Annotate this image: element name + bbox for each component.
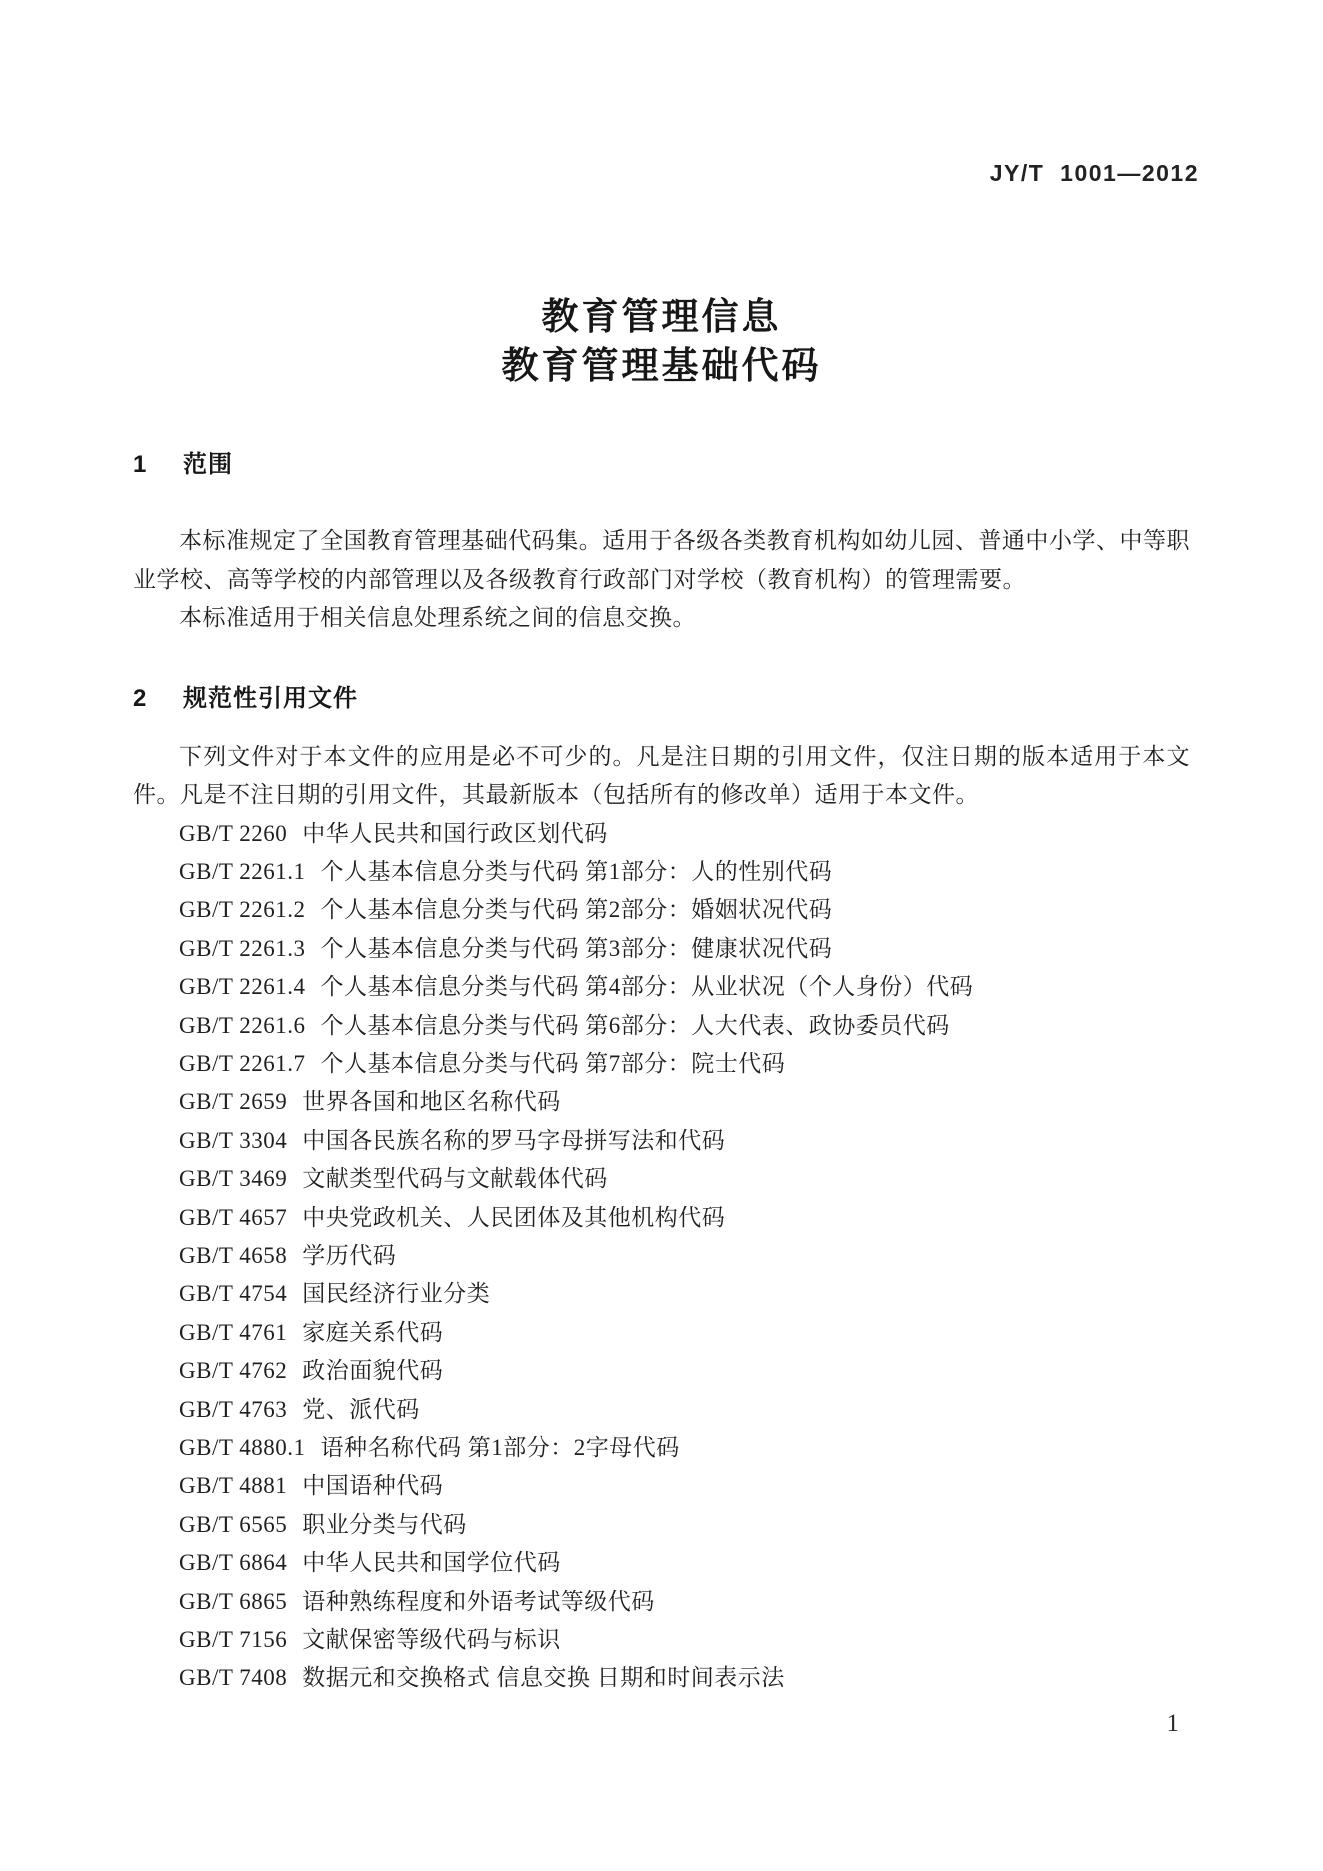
reference-item bbox=[179, 1314, 1190, 1352]
reference-item bbox=[179, 815, 1190, 853]
reference-title: 中华人民共和国行政区划代码 bbox=[302, 820, 608, 846]
reference-title: 世界各国和地区名称代码 bbox=[302, 1089, 561, 1115]
reference-code: GB/T 4880.1 bbox=[179, 1435, 306, 1460]
reference-title: 文献保密等级代码与标识 bbox=[302, 1627, 561, 1653]
reference-code: GB/T 4657 bbox=[179, 1204, 288, 1230]
reference-title: 中央党政机关、人民团体及其他机构代码 bbox=[302, 1204, 726, 1230]
reference-item bbox=[179, 930, 1190, 968]
document-body bbox=[133, 448, 1190, 1698]
reference-code: GB/T 2260 bbox=[179, 820, 288, 846]
reference-code: GB/T 2659 bbox=[179, 1089, 288, 1115]
reference-item bbox=[179, 1237, 1190, 1275]
reference-code: GB/T 6565 bbox=[179, 1511, 288, 1537]
reference-title: 中华人民共和国学位代码 bbox=[302, 1550, 561, 1576]
section-2-number: 2 bbox=[133, 684, 147, 712]
section-1-title: 范围 bbox=[183, 451, 233, 478]
reference-title: 家庭关系代码 bbox=[302, 1319, 444, 1345]
reference-title: 数据元和交换格式 信息交换 日期和时间表示法 bbox=[302, 1665, 785, 1691]
document-title-line1: 教育管理信息 bbox=[541, 296, 782, 337]
reference-item bbox=[179, 1506, 1190, 1544]
scope-paragraph-2: 本标准适用于相关信息处理系统之间的信息交换。 bbox=[179, 605, 696, 630]
reference-code: GB/T 7156 bbox=[179, 1627, 288, 1653]
reference-item bbox=[179, 1391, 1190, 1429]
reference-code: GB/T 2261.6 bbox=[179, 1012, 306, 1038]
reference-item bbox=[179, 1275, 1190, 1313]
reference-code: GB/T 7408 bbox=[179, 1665, 288, 1691]
reference-title: 语种名称代码 第1部分：2字母代码 bbox=[320, 1435, 680, 1460]
reference-code: GB/T 4762 bbox=[179, 1358, 288, 1384]
section-2-title: 规范性引用文件 bbox=[183, 684, 358, 712]
reference-code: GB/T 4754 bbox=[179, 1281, 288, 1307]
reference-code: GB/T 4763 bbox=[179, 1396, 288, 1422]
reference-title: 个人基本信息分类与代码 第7部分：院士代码 bbox=[320, 1050, 786, 1076]
reference-item bbox=[179, 1544, 1190, 1582]
reference-code: GB/T 4881 bbox=[179, 1473, 288, 1499]
reference-code: GB/T 6865 bbox=[179, 1588, 288, 1614]
reference-item bbox=[179, 1583, 1190, 1621]
reference-title: 学历代码 bbox=[302, 1242, 397, 1268]
reference-title: 职业分类与代码 bbox=[302, 1511, 467, 1537]
reference-code: GB/T 4761 bbox=[179, 1319, 288, 1345]
reference-code: GB/T 2261.7 bbox=[179, 1050, 306, 1076]
reference-code: GB/T 3304 bbox=[179, 1127, 288, 1153]
reference-item bbox=[179, 1045, 1190, 1083]
reference-title: 个人基本信息分类与代码 第1部分：人的性别代码 bbox=[320, 858, 833, 884]
reference-code: GB/T 3469 bbox=[179, 1166, 288, 1192]
section-2-heading bbox=[133, 682, 1190, 716]
reference-title: 中国语种代码 bbox=[302, 1473, 444, 1499]
section-1-heading bbox=[133, 448, 1190, 482]
reference-code: GB/T 4658 bbox=[179, 1242, 288, 1268]
reference-title: 个人基本信息分类与代码 第3部分：健康状况代码 bbox=[320, 935, 833, 961]
reference-title: 语种熟练程度和外语考试等级代码 bbox=[302, 1588, 655, 1614]
reference-item bbox=[179, 891, 1190, 929]
reference-item bbox=[179, 1659, 1190, 1697]
reference-item bbox=[179, 1467, 1190, 1505]
reference-item bbox=[179, 1160, 1190, 1198]
reference-title: 中国各民族名称的罗马字母拼写法和代码 bbox=[302, 1127, 726, 1153]
reference-code: GB/T 2261.1 bbox=[179, 858, 306, 884]
reference-code: GB/T 2261.3 bbox=[179, 935, 306, 961]
references-list bbox=[133, 815, 1190, 1698]
reference-item bbox=[179, 1352, 1190, 1390]
reference-item bbox=[179, 1621, 1190, 1659]
reference-title: 文献类型代码与文献载体代码 bbox=[302, 1166, 608, 1192]
doc-number: JY/T 1001—2012 bbox=[989, 160, 1199, 186]
reference-title: 个人基本信息分类与代码 第6部分：人大代表、政协委员代码 bbox=[320, 1012, 950, 1038]
reference-title: 党、派代码 bbox=[302, 1396, 420, 1422]
reference-code: GB/T 2261.4 bbox=[179, 974, 306, 1000]
normative-references-intro: 下列文件对于本文件的应用是必不可少的。凡是注日期的引用文件，仅注日期的版本适用于本文件。凡是不注日期的引用文件，其最新版本（包括所有的修改单）适用于本文件。 bbox=[133, 743, 1190, 807]
page-number: 1 bbox=[1166, 1710, 1179, 1737]
section-1-number: 1 bbox=[133, 451, 147, 478]
reference-code: GB/T 6864 bbox=[179, 1550, 288, 1576]
reference-item bbox=[179, 1122, 1190, 1160]
scope-paragraph-1: 本标准规定了全国教育管理基础代码集。适用于各级各类教育机构如幼儿园、普通中小学、中等职业学校、高等学校的内部管理以及各级教育行政部门对学校（教育机构）的管理需要。 bbox=[133, 528, 1190, 592]
reference-title: 国民经济行业分类 bbox=[302, 1281, 491, 1307]
reference-item bbox=[179, 1083, 1190, 1121]
reference-title: 个人基本信息分类与代码 第2部分：婚姻状况代码 bbox=[320, 897, 833, 923]
reference-item bbox=[179, 1007, 1190, 1045]
reference-item bbox=[179, 1429, 1190, 1467]
reference-title: 政治面貌代码 bbox=[302, 1358, 444, 1384]
reference-code: GB/T 2261.2 bbox=[179, 897, 306, 923]
reference-title: 个人基本信息分类与代码 第4部分：从业状况（个人身份）代码 bbox=[320, 974, 974, 1000]
reference-item bbox=[179, 968, 1190, 1006]
document-title-line2: 教育管理基础代码 bbox=[501, 345, 822, 386]
document-title bbox=[0, 292, 1323, 390]
reference-item bbox=[179, 1199, 1190, 1237]
reference-item bbox=[179, 853, 1190, 891]
